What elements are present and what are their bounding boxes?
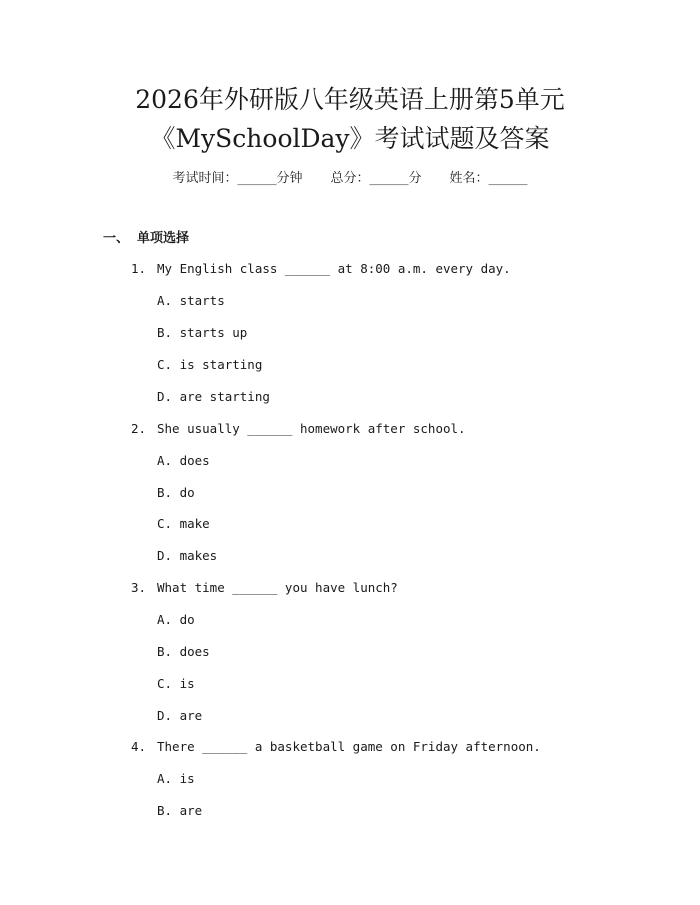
option-1c: C. is starting [157, 357, 263, 372]
question-3 [131, 578, 398, 598]
question-2 [131, 419, 466, 439]
question-text: My English class ______ at 8:00 a.m. every day. [157, 261, 511, 276]
student-name-label: 姓名：______ [449, 171, 528, 186]
question-number: 4. [131, 739, 147, 754]
question-text: There ______ a basketball game on Friday afternoon. [157, 739, 541, 754]
question-text: What time ______ you have lunch? [157, 580, 398, 595]
option-1d: D. are starting [157, 389, 270, 404]
question-1 [131, 259, 511, 279]
document-title-line-1: 2026年外研版八年级英语上册第5单元 [135, 85, 565, 114]
document-title-line-2: 《MySchoolDay》考试试题及答案 [150, 124, 550, 153]
option-2c: C. make [157, 516, 210, 531]
option-1b: B. starts up [157, 325, 248, 340]
question-4 [131, 737, 541, 757]
section-title: 单项选择 [137, 231, 190, 246]
question-text: She usually ______ homework after school. [157, 421, 466, 436]
section-number: 一、 [103, 231, 130, 246]
question-number: 1. [131, 261, 147, 276]
exam-time-label: 考试时间：______分钟 [172, 171, 303, 186]
option-3d: D. are [157, 708, 203, 723]
option-3c: C. is [157, 676, 195, 691]
option-2b: B. do [157, 485, 195, 500]
option-2d: D. makes [157, 548, 218, 563]
option-4b: B. are [157, 803, 203, 818]
option-1a: A. starts [157, 293, 225, 308]
option-2a: A. does [157, 453, 210, 468]
exam-info [0, 169, 700, 189]
section-heading [103, 229, 189, 249]
question-number: 2. [131, 421, 147, 436]
total-score-label: 总分：______分 [330, 171, 422, 186]
option-4a: A. is [157, 771, 195, 786]
question-number: 3. [131, 580, 147, 595]
option-3a: A. do [157, 612, 195, 627]
option-3b: B. does [157, 644, 210, 659]
